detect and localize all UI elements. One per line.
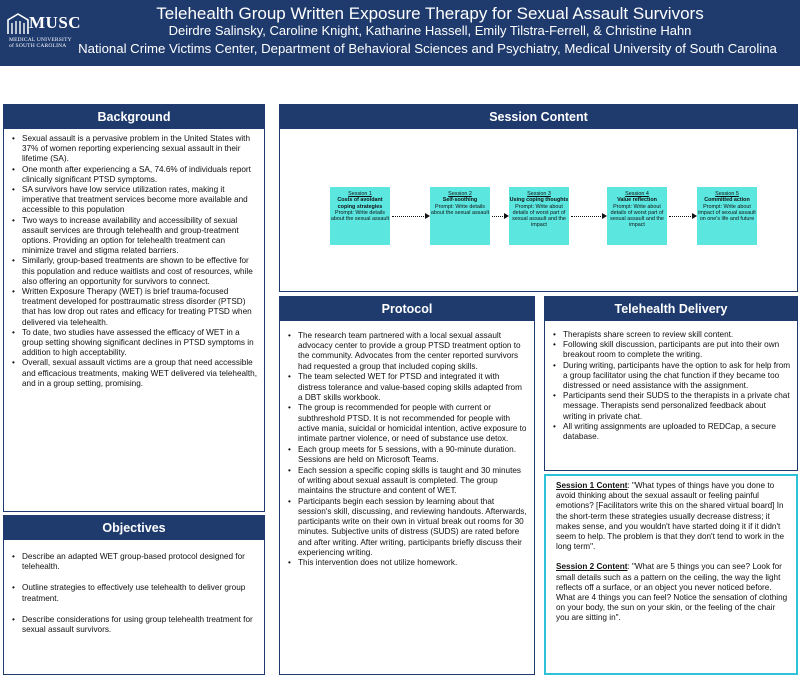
list-item: • Therapists share screen to review skill content. (551, 330, 791, 340)
protocol-heading: Protocol (280, 297, 534, 321)
flow-arrow (492, 216, 505, 218)
list-item: • Outline strategies to effectively use telehealth to deliver group treatment. (10, 583, 258, 603)
logo-text: MUSC (29, 13, 82, 32)
background-panel (3, 104, 265, 512)
list-item: • All writing assignments are uploaded to REDCap, a secure database. (551, 422, 791, 442)
session-title: Committed action (704, 197, 750, 204)
protocol-panel (279, 296, 535, 675)
list-item: • Two ways to increase availability and accessibility of sexual assault services are through telehealth and group-treatment options. Providing an option for telehealth treatment can minimize travel and stigma related barriers. (10, 216, 258, 257)
flow-arrow (669, 216, 693, 218)
session-box (430, 187, 490, 245)
list-item: • Each group meets for 5 sessions, with a 90-minute duration. Sessions are held on Microsoft Teams. (286, 445, 528, 465)
telehealth-heading: Telehealth Delivery (545, 297, 797, 321)
list-item: • Written Exposure Therapy (WET) is brief trauma-focused treatment developed for posttraumatic stress disorder (PTSD) that has low drop out rates and efficacy for treating PTSD when delivered via telehealth. (10, 287, 258, 328)
session-title: Costs of avoidant coping strategies (337, 197, 383, 210)
session-content-box (544, 474, 798, 675)
list-item: • Overall, sexual assault victims are a group that need accessible and efficacious treatments, making WET delivered via telehealth, and in a group setting, promising. (10, 358, 258, 389)
session-flow (280, 129, 799, 293)
protocol-list (280, 321, 534, 569)
logo-sub-line2: of SOUTH CAROLINA (9, 43, 67, 49)
session-number: Session 1 (348, 191, 372, 197)
flow-arrow (392, 216, 426, 218)
session-number: Session 2 (448, 191, 472, 197)
background-list (4, 129, 264, 389)
list-item: • This intervention does not utilize homework. (286, 558, 528, 568)
session-content-heading: Session Content (280, 105, 797, 129)
telehealth-list (545, 321, 797, 442)
session-box (607, 187, 667, 245)
list-item: • Each session a specific coping skills is taught and 30 minutes of writing about sexual assault is completed. The group maintains the structure and content of WET. (286, 466, 528, 497)
session-box (330, 187, 390, 245)
session-title: Using coping thoughts (509, 197, 569, 204)
telehealth-panel (544, 296, 798, 471)
list-item: • One month after experiencing a SA, 74.6% of individuals report clinically significant PTSD symptoms. (10, 165, 258, 185)
session-1-label: Session 1 Content (556, 481, 628, 490)
poster-affiliation: National Crime Victims Center, Department of Behavioral Sciences and Psychiatry, Medical University of South Carolina (78, 41, 777, 56)
session-number: Session 3 (527, 191, 551, 197)
objectives-list (4, 540, 264, 635)
session-2-label: Session 2 Content (556, 562, 628, 572)
list-item: • The group is recommended for people with current or subthreshold PTSD. It is not recommended for people with active mania, suicidal or homicidal intention, active exposure to intimate partner violence, or need of substance use detox. (286, 403, 528, 444)
list-item: • SA survivors have low service utilization rates, making it imperative that treatment services become more available and accessible to this population (10, 185, 258, 216)
session-prompt: Prompt: Write about details of worst part of sexual assault and the impact (512, 203, 566, 229)
list-item: • Similarly, group-based treatments are shown to be effective for this population and reduce waitlists and cost of resources, while also offering an opportunity for survivors to connect. (10, 256, 258, 287)
session-box (509, 187, 569, 245)
session-prompt: Prompt: Write about impact of sexual assault on one's life and future (698, 203, 756, 223)
list-item: • Sexual assault is a pervasive problem in the United States with 37% of women reporting experiencing sexual assault in their lifetime (SA). (10, 134, 258, 165)
poster-header (0, 0, 800, 66)
session-1-content (556, 481, 788, 552)
list-item: • Participants begin each session by learning about that session's skill, discussing, and reviewing handouts. Afterwards, participants write on their own in virtual break out rooms for 30 minutes. Subjective units of distress (SUDS) are rated before and after writing. After writing, participants briefly discuss their experiencing writing. (286, 497, 528, 558)
background-heading: Background (4, 105, 264, 129)
session-prompt: Prompt: Write details about the sexual assault (430, 203, 490, 216)
session-prompt: Prompt: Write about details of worst part of sexual assault and the impact (610, 203, 664, 229)
list-item: • The team selected WET for PTSD and integrated it with distress tolerance and value-based coping skills adapted from a DBT skills workbook. (286, 372, 528, 403)
list-item: • Describe considerations for using group telehealth treatment for sexual assault survivors. (10, 615, 258, 635)
session-content-panel (279, 104, 798, 292)
session-box (697, 187, 757, 245)
list-item: • The research team partnered with a local sexual assault advocacy center to provide a group PTSD treatment option to the community. Advocates from the center reported survivors had requested a group that included coping skills. (286, 331, 528, 372)
session-2-text: : "What are 5 things you can see? Look for small details such as a pattern on the ceiling, the way the light reflects off a surface, or an object you never noticed before. What are 4 things you can feel? Notice the sensation of clothing on your body, the sun on your skin, or the feeling of the chair you are sitting in". (556, 562, 788, 623)
logo-sub-line1: MEDICAL UNIVERSITY (9, 37, 72, 43)
objectives-panel (3, 515, 265, 675)
content-body (546, 476, 796, 624)
flow-arrow (571, 216, 603, 218)
list-item: • During writing, participants have the option to ask for help from a group facilitator using the chat function if they became too distressed or need assistance with the assignment. (551, 361, 791, 392)
poster-title: Telehealth Group Written Exposure Therapy for Sexual Assault Survivors (156, 4, 704, 23)
session-2-content (556, 562, 788, 623)
objectives-heading: Objectives (4, 516, 264, 540)
session-1-text: : "What types of things have you done to avoid thinking about the sexual assault or feeling painful emotions? [Facilitators write this on the shared virtual board] In the short-term these strategies usually decrease distress; it makes sense, and you wouldn't have started doing it if it didn't seem to help. The problem is that they don't tend to work in the long term". (556, 481, 785, 552)
poster-authors: Deirdre Salinsky, Caroline Knight, Katharine Hassell, Emily Tilstra-Ferrell, & Christine Hahn (168, 23, 692, 38)
session-number: Session 4 (625, 191, 649, 197)
list-item: • Participants send their SUDS to the therapists in a private chat message. Therapists send personalized feedback about writing in private chat. (551, 391, 791, 422)
list-item: • Describe an adapted WET group-based protocol designed for telehealth. (10, 552, 258, 572)
session-prompt: Prompt: Write details about the sexual assault (330, 209, 390, 223)
list-item: • To date, two studies have assessed the efficacy of WET in a group setting showing significant declines in PTSD symptoms in addition to high acceptability. (10, 328, 258, 359)
session-number: Session 5 (715, 191, 739, 197)
session-title: Self-soothing (442, 197, 478, 204)
list-item: • Following skill discussion, participants are put into their own breakout room to complete the writing. (551, 340, 791, 360)
session-title: Value reflection (617, 197, 657, 204)
